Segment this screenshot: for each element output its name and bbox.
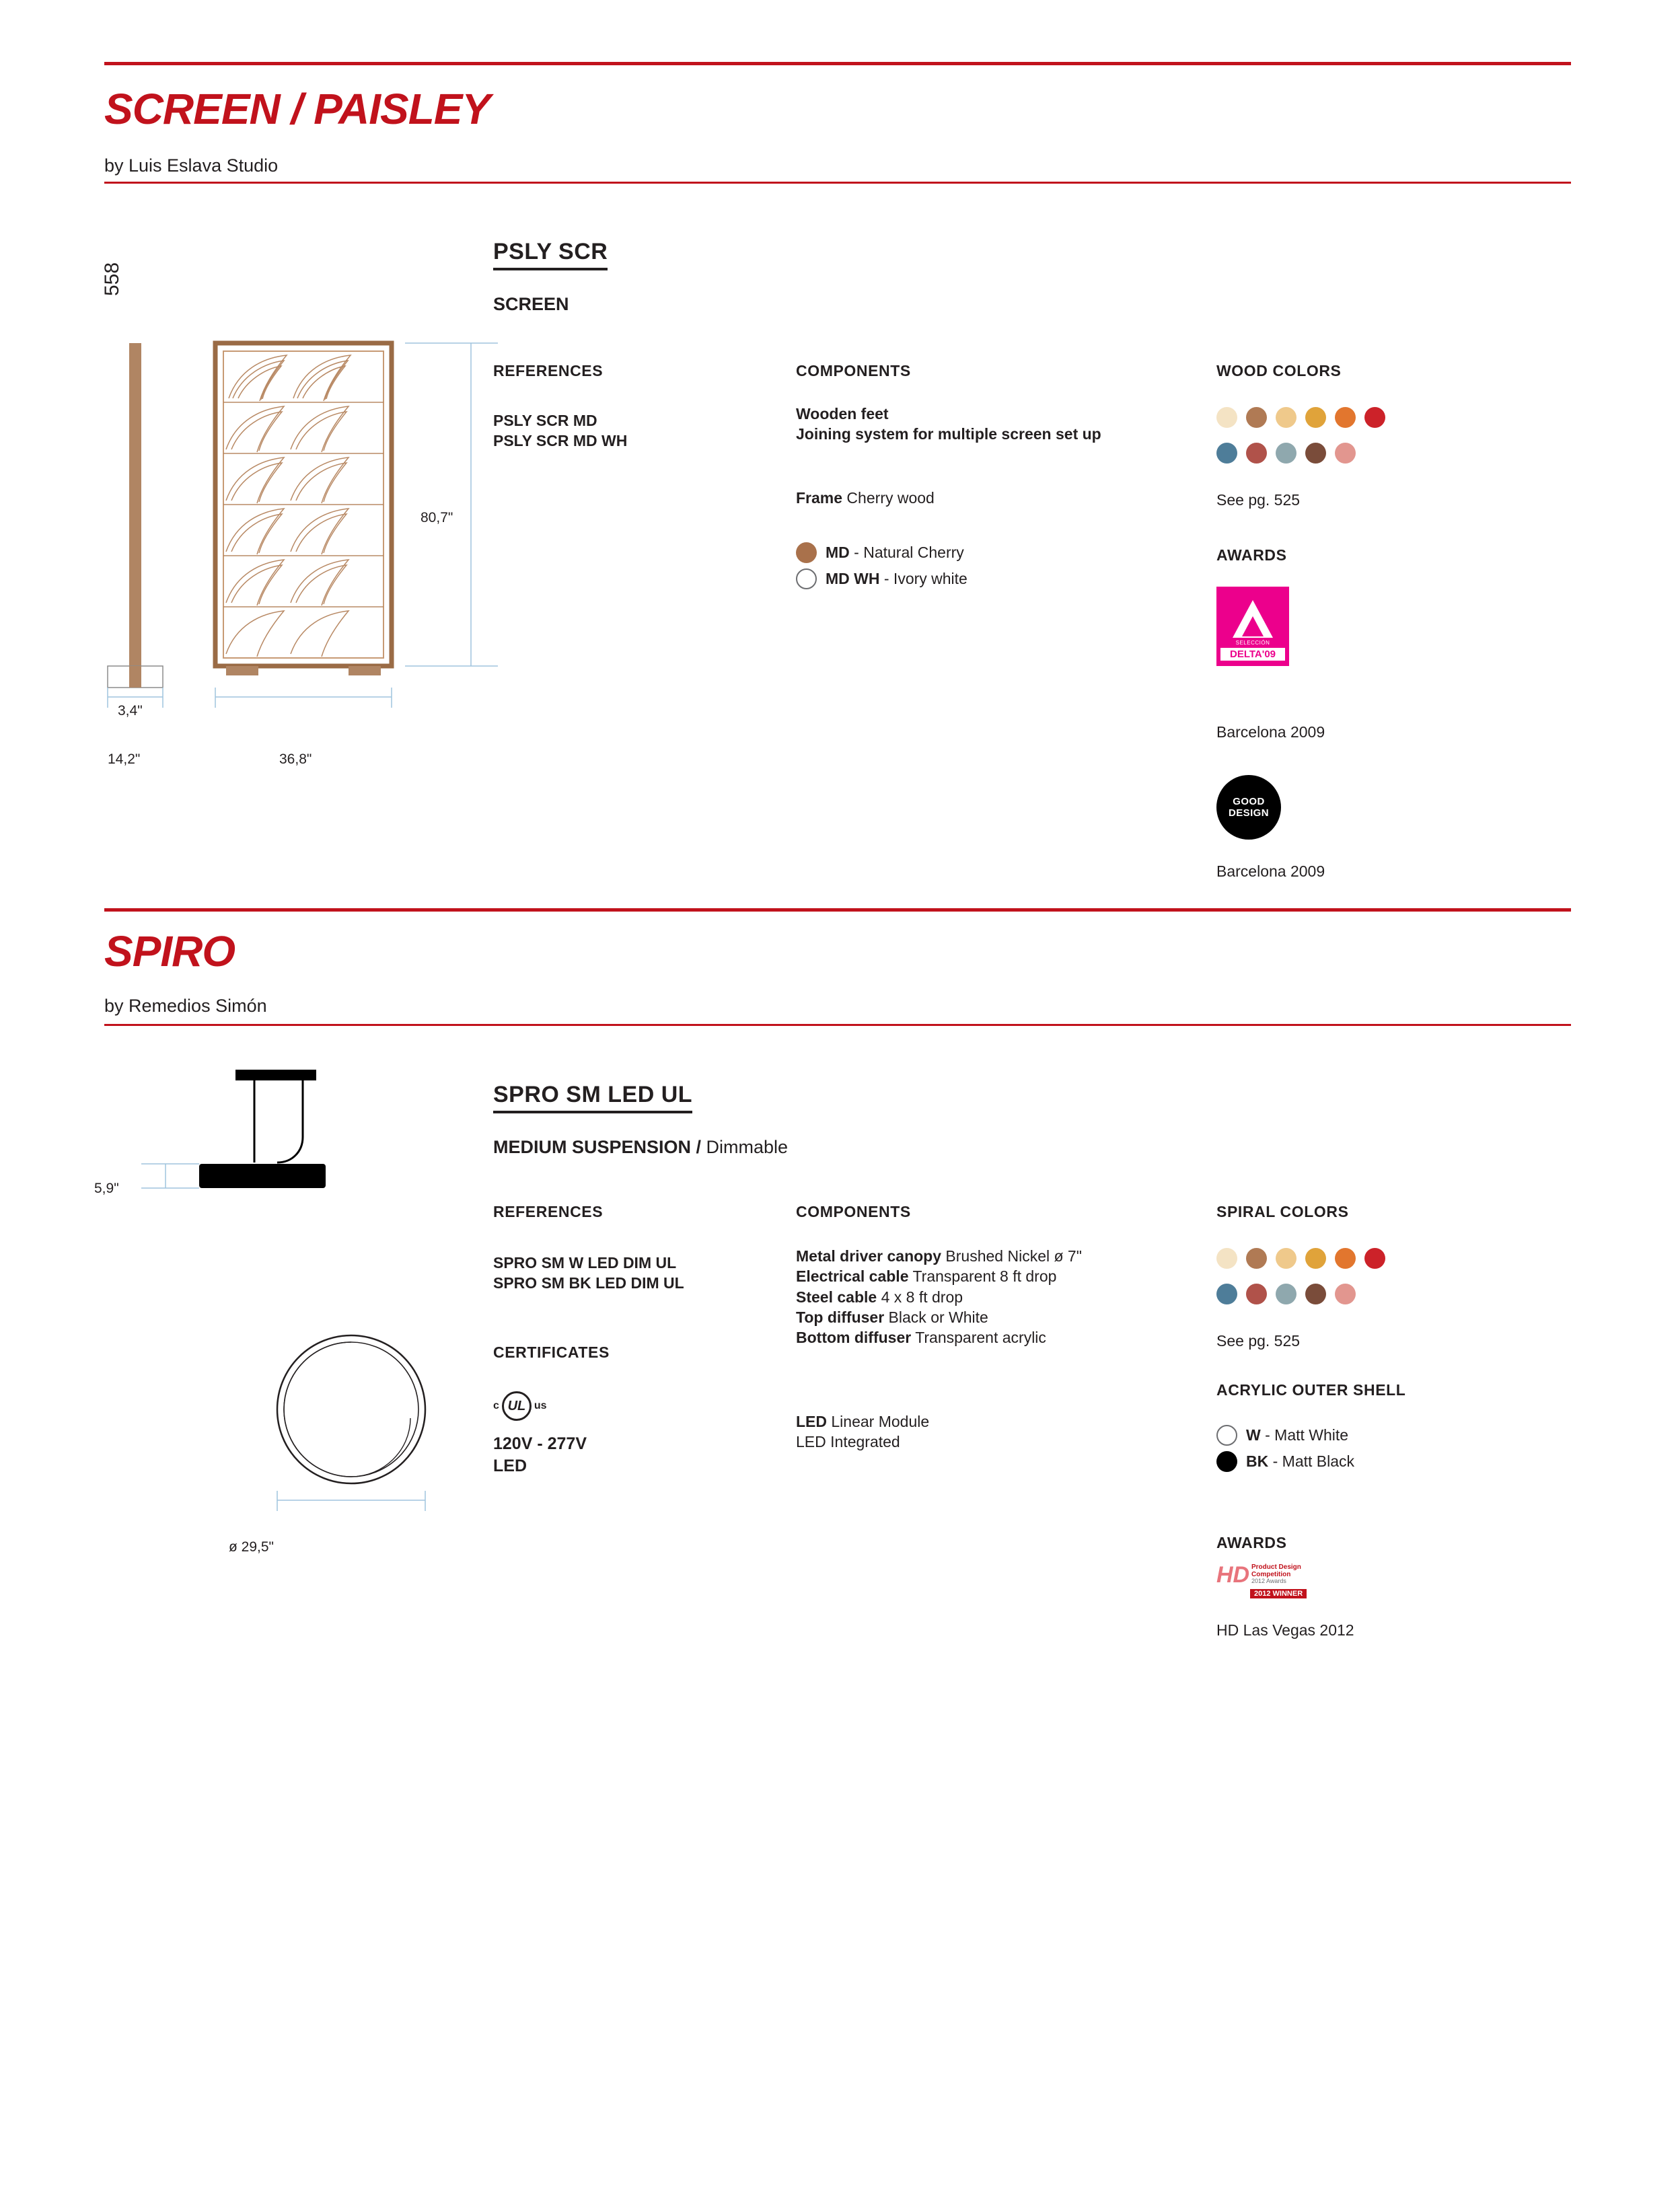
component-bold: Wooden feet	[796, 405, 889, 422]
delta-award-logo	[1216, 587, 1289, 666]
spiral-colors-row2	[1216, 1284, 1356, 1304]
ul-certification-mark	[493, 1391, 547, 1421]
color-swatch	[1276, 443, 1296, 464]
certificates-list-spiro	[493, 1433, 587, 1477]
component-item	[796, 488, 935, 508]
component-bold: Electrical cable	[796, 1267, 909, 1286]
reference-item: SPRO SM W LED DIM UL	[493, 1254, 677, 1271]
references-list-screen	[493, 410, 627, 451]
components-list-spiro	[796, 1246, 1082, 1348]
hd-award-logo	[1216, 1562, 1311, 1604]
hd-competition-line2: 2012 Awards	[1251, 1578, 1286, 1584]
component-rest: Transparent 8 ft drop	[908, 1267, 1057, 1286]
color-swatch	[1276, 1284, 1296, 1304]
color-swatch	[1305, 1248, 1326, 1269]
color-swatch	[1305, 443, 1326, 464]
component-bold: Metal driver canopy	[796, 1247, 942, 1265]
dim-height-screen: 80,7"	[421, 510, 453, 525]
color-swatch	[1305, 407, 1326, 428]
color-swatch	[1335, 1248, 1356, 1269]
certificates-head-spiro: CERTIFICATES	[493, 1343, 610, 1361]
spiro-plan-drawing	[101, 1319, 518, 1554]
finish-swatch-md	[796, 542, 817, 563]
code-sub-light-spiro: Dimmable	[701, 1137, 789, 1157]
reference-item: PSLY SCR MD	[493, 412, 597, 429]
hd-t1: Product Design	[1251, 1563, 1301, 1571]
title-rule-spiro	[104, 1024, 1571, 1026]
finish-item-mdwh	[796, 568, 967, 589]
dim-width-screen: 36,8"	[279, 751, 312, 767]
finish-code-md: MD	[826, 544, 850, 561]
acrylic-shell-head: ACRYLIC OUTER SHELL	[1216, 1381, 1406, 1399]
hd-t1b: Competition	[1251, 1571, 1291, 1578]
code-screen: PSLY SCR	[493, 239, 608, 270]
code-sub-screen	[493, 294, 569, 315]
component-item	[796, 1411, 929, 1432]
references-head-screen: REFERENCES	[493, 362, 604, 379]
finish-swatch-mdwh	[796, 568, 817, 589]
reference-item: SPRO SM BK LED DIM UL	[493, 1274, 684, 1292]
product-title-spiro: SPIRO	[104, 927, 235, 975]
component-rest: Transparent acrylic	[911, 1329, 1046, 1347]
component-item	[796, 1287, 1082, 1307]
delta-seleccion-text: SELECCIÓN	[1235, 640, 1270, 646]
finish-item-w	[1216, 1425, 1354, 1446]
color-swatch	[1246, 443, 1267, 464]
code-spiro: SPRO SM LED UL	[493, 1082, 692, 1113]
delta-year-bar: DELTA'09	[1220, 648, 1285, 661]
finish-label-w: - Matt White	[1260, 1426, 1349, 1444]
ul-left-letter: c	[493, 1400, 499, 1411]
component-rest: Black or White	[884, 1308, 988, 1327]
finish-list-spiro	[1216, 1421, 1354, 1472]
color-swatch	[1364, 407, 1385, 428]
awards-head-spiro: AWARDS	[1216, 1534, 1287, 1551]
color-swatch	[1216, 1284, 1237, 1304]
component-rest: Cherry wood	[842, 489, 935, 507]
product-title-screen: SCREEN / PAISLEY	[104, 85, 490, 133]
component-bold: LED	[796, 1413, 827, 1430]
references-list-spiro	[493, 1253, 684, 1294]
color-swatch	[1364, 1248, 1385, 1269]
color-swatch	[1305, 1284, 1326, 1304]
ul-right-letter: us	[534, 1400, 547, 1411]
references-head-spiro: REFERENCES	[493, 1203, 604, 1220]
color-swatch	[1335, 1284, 1356, 1304]
component-rest: Linear Module	[827, 1413, 930, 1430]
finish-code-bk: BK	[1246, 1452, 1269, 1470]
component-item	[796, 404, 1101, 424]
finish-swatch-w	[1216, 1425, 1237, 1446]
see-page-screen[interactable]: See pg. 525	[1216, 491, 1301, 509]
dim-depth-screen: 3,4"	[118, 703, 143, 718]
color-swatch	[1335, 443, 1356, 464]
color-swatch	[1335, 407, 1356, 428]
component-item	[796, 1307, 1082, 1327]
awards-head-screen: AWARDS	[1216, 546, 1287, 564]
title-rule-screen	[104, 182, 1571, 184]
product-designer-screen: by Luis Eslava Studio	[104, 155, 279, 176]
finish-label-mdwh: - Ivory white	[879, 570, 967, 587]
hd-logo-text: HD	[1216, 1562, 1250, 1588]
wood-colors-row2	[1216, 443, 1356, 464]
component-item	[796, 1266, 1082, 1286]
component-bold: Bottom diffuser	[796, 1329, 912, 1347]
finish-code-mdwh: MD WH	[826, 570, 880, 587]
section-rule-spiro	[104, 908, 1571, 912]
ul-circle: UL	[502, 1391, 532, 1421]
color-swatch	[1246, 1248, 1267, 1269]
component-item	[796, 1432, 929, 1452]
components-head-screen: COMPONENTS	[796, 362, 911, 379]
wood-colors-row1	[1216, 407, 1385, 428]
dim-diameter-spiro: ø 29,5"	[229, 1539, 274, 1555]
component-rest: 4 x 8 ft drop	[877, 1288, 963, 1306]
color-swatch	[1246, 407, 1267, 428]
dim-height-spiro: 5,9"	[94, 1181, 119, 1196]
dim-foot-width-screen: 14,2"	[108, 751, 141, 767]
finish-code-w: W	[1246, 1426, 1261, 1444]
product-designer-spiro: by Remedios Simón	[104, 996, 267, 1016]
component-bold: Joining system for multiple screen set up	[796, 425, 1101, 443]
finish-swatch-bk	[1216, 1451, 1237, 1472]
screen-drawing	[94, 323, 525, 780]
wood-colors-head: WOOD COLORS	[1216, 362, 1342, 379]
finish-label-md: - Natural Cherry	[849, 544, 964, 561]
code-sub-bold-screen: SCREEN	[493, 294, 569, 314]
spiral-colors-head: SPIRAL COLORS	[1216, 1203, 1349, 1220]
component-bold: Steel cable	[796, 1288, 877, 1306]
award-caption-gooddesign: Barcelona 2009	[1216, 862, 1325, 880]
color-swatch	[1216, 407, 1237, 428]
delta-triangle-inner	[1242, 616, 1264, 636]
certificate-item: 120V - 277V	[493, 1434, 587, 1453]
see-page-spiro[interactable]: See pg. 525	[1216, 1332, 1301, 1350]
component-bold: Top diffuser	[796, 1308, 885, 1327]
color-swatch	[1276, 1248, 1296, 1269]
color-swatch	[1276, 407, 1296, 428]
finish-label-bk: - Matt Black	[1268, 1452, 1355, 1470]
good-design-line1: GOOD	[1233, 795, 1265, 807]
components-extra-screen	[796, 488, 935, 508]
component-item	[796, 424, 1101, 444]
finish-item-bk	[1216, 1451, 1354, 1472]
component-rest: Brushed Nickel ø 7"	[941, 1247, 1082, 1265]
components-head-spiro: COMPONENTS	[796, 1203, 911, 1220]
code-sub-bold-spiro: MEDIUM SUSPENSION /	[493, 1137, 702, 1157]
award-caption-hd: HD Las Vegas 2012	[1216, 1621, 1354, 1639]
component-item	[796, 1327, 1082, 1348]
components-list-screen	[796, 404, 1101, 445]
color-swatch	[1246, 1284, 1267, 1304]
color-swatch	[1216, 1248, 1237, 1269]
certificate-item: LED	[493, 1456, 527, 1475]
spiro-side-drawing	[101, 1063, 518, 1238]
finish-item-md	[796, 542, 967, 563]
hd-winner-badge: 2012 WINNER	[1250, 1589, 1307, 1598]
award-caption-delta: Barcelona 2009	[1216, 723, 1325, 741]
code-sub-spiro	[493, 1137, 788, 1158]
component-bold: Frame	[796, 489, 843, 507]
hd-competition-line1	[1251, 1563, 1301, 1578]
spiral-colors-row1	[1216, 1248, 1385, 1269]
good-design-line2: DESIGN	[1229, 807, 1269, 819]
page-number: 558	[101, 262, 123, 296]
component-rest: LED Integrated	[796, 1433, 900, 1451]
good-design-award-logo	[1216, 775, 1281, 840]
color-swatch	[1216, 443, 1237, 464]
component-item	[796, 1246, 1082, 1266]
components-extra-spiro	[796, 1411, 929, 1452]
top-rule	[104, 62, 1571, 65]
reference-item: PSLY SCR MD WH	[493, 432, 628, 450]
finish-list-screen	[796, 538, 967, 589]
